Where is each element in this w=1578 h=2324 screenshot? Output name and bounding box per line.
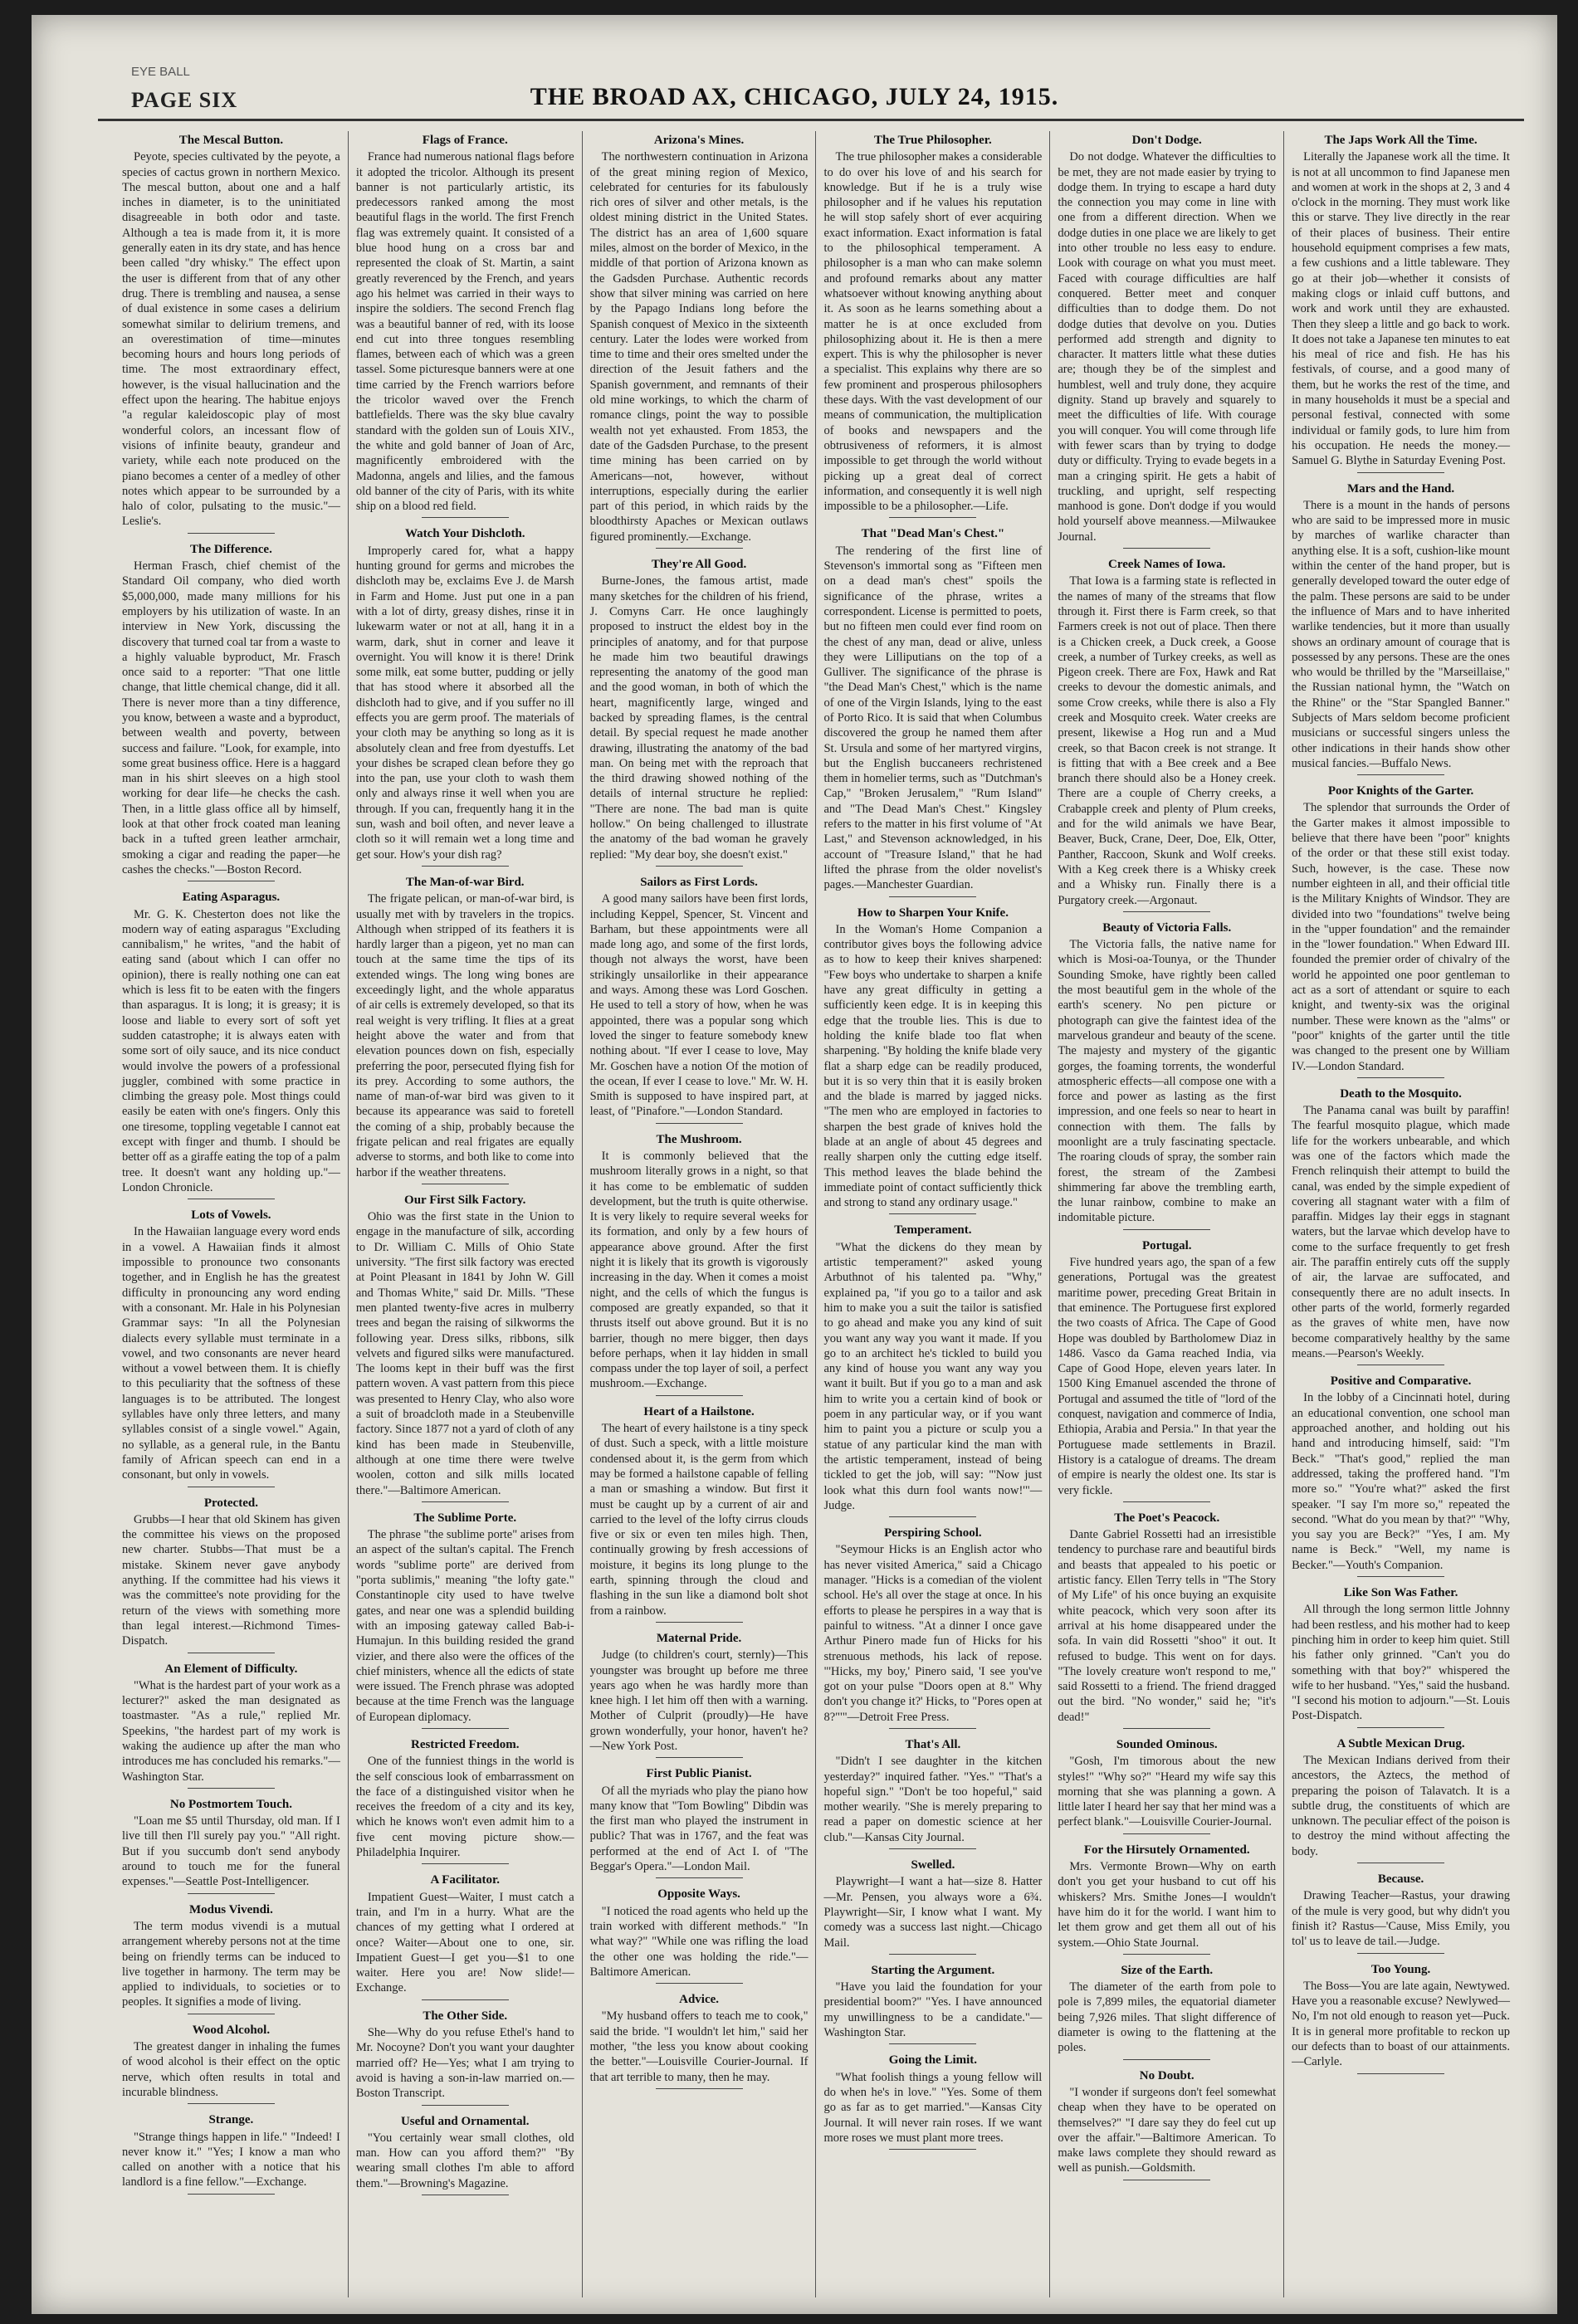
article <box>1058 2068 1276 2180</box>
article-body: In the Hawaiian language every word ends in a vowel. A Hawaiian finds it almost impossible to pronounce two consonants together, and in English he has the greatest difficulty in pronouncing any word ending with a consonant. Mr. Hale in his Polynesian Grammar says: "In all the Polynesian dialects every syllable must terminate in a vowel, and two consonants are never heard without a vowel between them. It is chiefly to this peculiarity that the softness of these languages is to be attributed. The longest syllables have only three letters, and many syllables consist of a single vowel." Again, no syllable, as a general rule, in the Bantu family of African speech can end in a consonant, but only in vowels. <box>122 1225 340 1482</box>
column-2 <box>348 131 582 2297</box>
article-body: The northwestern continuation in Arizona of the great mining region of Mexico, celebrated for centuries for its fabulously rich ores of silver and other metals, is the oldest mining district in the United States. The district has an area of 1,600 square miles, almost on the border of Mexico, in the middle of that portion of Arizona known as the Gadsden Purchase. Authentic records show that silver mining was carried on here by the Papago Indians long before the Spanish conquest of Mexico in the sixteenth century. Later the lodes were worked from time to time and their ores smelted under the direction of the Jesuit fathers and the Spanish government, and remnants of their old mine workings, to which the charm of romance clings, point the way to possible wealth not yet exhausted. From 1853, the date of the Gadsden Purchase, to the present time mining has been carried on by Americans—not, however, without interruptions, especially during the earlier part of this period, in which raids by the bloodthirsty Apaches or Mexican outlaws figured prominently.—Exchange. <box>589 150 809 544</box>
article-headline: The Mescal Button. <box>178 134 284 147</box>
article <box>823 1223 1042 1517</box>
article <box>1058 557 1276 912</box>
article-headline: A Subtle Mexican Drug. <box>1336 1736 1465 1750</box>
article-divider <box>422 866 509 867</box>
article-headline: Eating Asparagus. <box>182 891 281 905</box>
article-headline: First Public Pianist. <box>646 1767 752 1781</box>
article <box>122 2023 340 2104</box>
article-divider <box>889 1516 976 1517</box>
article-headline: Swelled. <box>911 1858 955 1872</box>
article-divider <box>1123 911 1210 912</box>
article-body: Mr. G. K. Chesterton does not like the modern way of eating asparagus "Excluding cannibalism," he writes, "and the habit of eating sand (about which I can offer no opinion), there is really nothing one can eat which is less fit to be eaten with the fingers than asparagus. It is long; it is greasy; it is loose and liable to every sort of soft yet sudden catastrophe; it is always eaten with some sort of oily sauce, and its nice conduct would involve the powers of a professional juggler, combined with some practice in climbing the greasy pole. Most things could easily be eaten with one's fingers. Only this one tiresome, toppling vegetable I cannot eat except with finger and thumb. I should be better off as a giraffe eating the top of a palm tree. It doesn't want any holding up."—London Chronicle. <box>122 907 340 1194</box>
columns-container <box>115 131 1517 2297</box>
article <box>1292 784 1510 1078</box>
article <box>122 890 340 1199</box>
article <box>356 526 574 867</box>
article-headline: Too Young. <box>1370 1962 1431 1976</box>
article-body: The Mexican Indians derived from their ancestors, the Aztecs, the method of preparing the poison of Talavatch. It is a subtle drug, the constituents of which are unknown. The peculiar effect of the poison is to destroy the mind without affecting the body. <box>1292 1753 1510 1858</box>
article-body: That Iowa is a farming state is reflected in the names of many of the streams that flow through it. First there is Farm creek, so that Farmers creek is not out of place. Then there is a Chicken creek, a Duck creek, a Goose creek, a number of Turkey creeks, as well as Pigeon creek. There are Fox, Hawk and Rat creeks to devour the domestic animals, and some Crow creeks, while there is also a Fly creek and Mosquito creek. Water creeks are present, likewise a Hog run and a Mud creek, so that Bacon creek is not strange. It is fitting that with a Bee creek and a Bee branch there should also be a Honey creek. There are a couple of Cherry creeks, a Crabapple creek and plenty of Plum creeks, and for the wild animals we have Bear, Beaver, Buck, Crane, Deer, Doe, Elk, Otter, Panther, Raccoon, Skunk and Wolf creeks. With a Keg creek there is a Whisky creek and a Whisky run. Finally there is a Purgatory creek.—Argonaut. <box>1058 574 1277 907</box>
article-divider <box>656 1757 743 1758</box>
article-headline: Creek Names of Iowa. <box>1108 558 1226 572</box>
article <box>823 1526 1042 1729</box>
article <box>590 1404 809 1623</box>
article-body: "I noticed the road agents who held up the train worked with different methods." "In what way?" "While one was rifling the load the other one was holding the ride."—Baltimore American. <box>589 1904 809 1979</box>
article-divider <box>1123 1728 1210 1729</box>
article-headline: The Poet's Peacock. <box>1114 1511 1220 1525</box>
article-body: Playwright—I want a hat—size 8. Hatter—Mr. Pensen, you always wore a 6¾. Playwright—Sir, I know what I want. My comedy was a success last night.—Chicago Mail. <box>823 1875 1043 1950</box>
article-divider <box>656 1877 743 1878</box>
article <box>823 1737 1042 1849</box>
article-body: Of all the myriads who play the piano how many know that "Tom Bowling" Dibdin was the first man who played the instrument in public? That was in 1767, and the feat was performed at the end of Act I. of "The Beggar's Opera."—London Mail. <box>589 1784 809 1874</box>
article <box>122 1208 340 1487</box>
article-headline: An Element of Difficulty. <box>164 1662 298 1676</box>
article-body: There is a mount in the hands of persons who are said to be impressed more in music by marches of warlike character than anything else. It is a soft, cushion-like mount within the center of the hand proper, but is generally developed toward the outer edge of the palm. These persons are said to be under the influence of Mars and to have inherited warlike tendencies, but it more than usually shows an ordinary amount of courage that is possessed by any persons. These are the ones who would be thrilled by the "Marseillaise," the Russian national hymn, the "Watch on the Rhine" or the "Star Spangled Banner." Subjects of Mars seldom become proficient musicians or successful singers unless the other indications in their hands show other musical fancies.—Buffalo News. <box>1292 498 1510 770</box>
article-divider <box>656 548 743 549</box>
column-6 <box>1283 131 1517 2297</box>
article-divider <box>422 1999 509 2000</box>
article-divider <box>656 1622 743 1623</box>
article-headline: Arizona's Mines. <box>653 134 745 147</box>
article <box>1058 1737 1276 1834</box>
article-headline: For the Hirsutely Ornamented. <box>1083 1843 1250 1857</box>
article <box>356 1737 574 1864</box>
article-body: Do not dodge. Whatever the difficulties to be met, they are not made easier by trying to dodge them. In trying to escape a hard duty the connection you may come in line with one from a different direction. When we dodge duties in one place we are likely to get into other trouble no less easy to endure. Look with courage on what you must meet. Faced with courage difficulties are half conquered. Better meet and conquer difficulties than to dodge them. Do not dodge duties that devolve on you. Duties performed add strength and dignity to character. It matters little what these duties are; though they be of the simplest and humblest, well and truly done, they acquire dignity. Stand up bravely and squarely to meet the difficulties of life. With courage you will conquer. You will come through life with fewer scars than by trying to dodge duty or difficulty. Trying to evade begets in a man a cringing spirit. He gets a habit of truckling, and upright, self respecting manhood is gone. Don't dodge if you would hold yourself above meanness.—Milwaukee Journal. <box>1058 150 1277 544</box>
article-divider <box>1357 472 1444 473</box>
article-body: The true philosopher makes a considerable to do over his love of and his search for knowledge. But if he is a truly wise philosopher and if he values his reputation he will stop safely short of ever acquiring exact information. Exact information is fatal to the philosophical temperament. A philosopher is a man who can make solemn and profound remarks about any matter whatsoever without knowing anything about it. As soon as he learns something about a matter he is at once excluded from philosophizing about it. He is then a mere expert. This is why the philosopher is never a specialist. This explains why there are so few prominent and prosperous philosophers these days. With the vast development of our means of communication, the multiplication of books and newspapers and the obtrusiveness of reformers, it is almost impossible to get through the world without picking up a great deal of correct information, and consequently it is well nigh impossible to be a philosopher.—Life. <box>823 150 1043 514</box>
article <box>1058 1843 1276 1955</box>
article-divider <box>1357 1077 1444 1078</box>
article-divider <box>188 1893 275 1894</box>
article-headline: Size of the Earth. <box>1121 1963 1214 1977</box>
header-rule <box>98 119 1524 121</box>
article <box>1292 481 1510 776</box>
article-body: Dante Gabriel Rossetti had an irresistible tendency to purchase rare and beautiful birds and beasts that appealed to his poetic or artistic fancy. Ellen Terry tells in "The Story of My Life" of his once buying an exquisite white peacock, which very soon after its arrival at his home disappeared under the sofa. In vain did Rossetti "shoo" it out. It refused to budge. This went on for days. "The lovely creature won't respond to me," said Rossetti to a friend. The friend dragged out the bird. "No wonder," said he; "it's dead!" <box>1058 1528 1277 1724</box>
article-divider <box>656 1123 743 1124</box>
article-body: Peyote, species cultivated by the peyote, a species of cactus grown in northern Mexico. The mescal button, about one and a half inches in diameter, is to the uninitiated disagreeable in both odor and taste. Although a tea is made from it, it is more generally eaten in its dry state, and has hence been called "dry whisky." The effect upon the user is different from that of any other drug. There is trembling and nausea, a sense of dual existence in some cases a delirium somewhat similar to delirium tremens, and an overestimation of time—minutes becoming hours and hours long periods of time. The most extraordinary effect, however, is the visual hallucination and the effect upon the hearing. The habitue enjoys "a regular kaleidoscopic play of most wonderful colors, an incessant flow of visions of infinite beauty, grandeur and variety, while each note produced on the piano becomes a center of a medley of other notes which appear to be surrounded by a halo of color, pulsating to the music."—Leslie's. <box>122 150 340 529</box>
article-headline: Maternal Pride. <box>656 1631 742 1645</box>
article-divider <box>422 1728 509 1729</box>
article-headline: Sounded Ominous. <box>1116 1737 1218 1751</box>
article-divider <box>656 2088 743 2089</box>
article-divider <box>1123 1501 1210 1502</box>
article-headline: Opposite Ways. <box>657 1887 740 1902</box>
article-headline: Portugal. <box>1141 1238 1192 1252</box>
article <box>1292 1736 1510 1863</box>
article-headline: Death to the Mosquito. <box>1340 1086 1462 1101</box>
article-headline: The Difference. <box>189 542 272 556</box>
article-body: The heart of every hailstone is a tiny speck of dust. Such a speck, with a little moisture condensed about it, is the germ from which may be formed a hailstone capable of felling a man or smashing a window. But first it must be caught up by a current of air and carried to the level of the lofty cirrus clouds five or six or even ten miles high. Then, continually growing by fresh accessions of moisture, it begins its long plunge to the earth, spinning through the cloud and flashing in the sun like a diamond bolt shot from a rainbow. <box>589 1422 809 1618</box>
article-headline: Our First Silk Factory. <box>404 1193 526 1207</box>
article-body: "Strange things happen in life." "Indeed! I never know it." "Yes; I know a man who called on another with a notice that his landlord is a fine fellow."—Exchange. <box>122 2130 340 2190</box>
article-body: Impatient Guest—Waiter, I must catch a train, and I'm in a hurry. What are the chances of my getting what I ordered at once? Waiter—About one to one, sir. Impatient Guest—I get you—$1 to one waiter. Here you are! Now slide!—Exchange. <box>355 1890 574 1995</box>
article-divider <box>889 1954 976 1955</box>
article-headline: Going the Limit. <box>888 2053 978 2068</box>
article-body: Mrs. Vermonte Brown—Why on earth don't you get your husband to cut off his whiskers? Mrs. Smithe Jones—I wouldn't have him do it for the world. I want him to let them grow and get them all out of his system.—Ohio State Journal. <box>1058 1860 1277 1950</box>
article-divider <box>1123 1954 1210 1955</box>
article-divider <box>889 517 976 518</box>
article-headline: Perspiring School. <box>884 1526 982 1540</box>
article <box>122 542 340 882</box>
article-divider <box>422 1501 509 1502</box>
article-body: Ohio was the first state in the Union to engage in the manufacture of silk, according to Dr. William C. Mills of Ohio State university. "The first silk factory was erected at Point Pleasant in 1841 by John W. Gill and Thomas White," said Dr. Mills. "These men planted twenty-five acres in mulberry trees and began the raising of silkworms the following year. Dress silks, ribbons, silk velvets and figured silks were manufactured. The looms kept in their buff was the first pattern woven. A vast pattern from this piece was presented to Henry Clay, who also wore a suit of broadcloth made in a Steubenville factory. Since 1877 not a yard of cloth of any kind has been made in Steubenville, although at one time there were twelve woolen, cotton and silk mills located there."—Baltimore American. <box>355 1210 574 1497</box>
article <box>823 906 1042 1215</box>
article-divider <box>1357 2073 1444 2074</box>
article-headline: Temperament. <box>894 1223 972 1238</box>
article-body: All through the long sermon little Johnny had been restless, and his mother had to keep pinching him in order to keep him quiet. Still his father only grinned. "Can't you do something with that boy?" whispered the wife to her husband. "Yes," said the husband. "I second his motion to adjourn."—St. Louis Post-Dispatch. <box>1292 1603 1510 1723</box>
article-headline: That's All. <box>905 1737 961 1751</box>
article <box>1292 1086 1510 1365</box>
article-headline: Lots of Vowels. <box>191 1208 271 1223</box>
article-body: "Didn't I see daughter in the kitchen yesterday?" inquired father. "Yes." "That's a hopeful sign." "Don't be too hopeful," said mother wearily. "She is merely preparing to read a paper on domestic science at her club."—Kansas City Journal. <box>823 1755 1043 1844</box>
article <box>1292 133 1510 473</box>
column-5 <box>1049 131 1283 2297</box>
article-body: "Loan me $5 until Thursday, old man. If I live till then I'll surely pay you." "All right. But if you succumb don't send anybody around to touch me for the funeral expenses."—Seattle Post-Intelligencer. <box>122 1814 340 1889</box>
article <box>122 1496 340 1653</box>
article <box>356 1511 574 1729</box>
article <box>356 1872 574 1999</box>
article-body: "Gosh, I'm timorous about the new styles!" "Why so?" "Heard my wife say this morning that she was planning a gown. A little later I heard her say that her mind was a perfect blank."—Louisville Courier-Journal. <box>1058 1755 1277 1829</box>
article-body: The phrase "the sublime porte" arises from an aspect of the sultan's capital. The French words "sublime porte" are derived from "porta sublimis," meaning "the lofty gate." Constantinople city used to have twelve gates, and near one was a splendid building with an imposing gateway called Bab-i-Humajun. In this building resided the grand vizier, and there also were the offices of the chief ministers, whence all the edicts of state were issued. The French phrase was adopted because at the time French was the language of European diplomacy. <box>355 1528 574 1724</box>
article-headline: That "Dead Man's Chest." <box>861 527 1005 541</box>
article <box>823 526 1042 896</box>
article-divider <box>889 1728 976 1729</box>
article-divider <box>1357 1953 1444 1954</box>
article-divider <box>1123 1229 1210 1230</box>
article <box>823 133 1042 518</box>
article <box>122 2112 340 2194</box>
article-headline: The True Philosopher. <box>873 134 992 147</box>
article <box>122 1662 340 1789</box>
article-body: Judge (to children's court, sternly)—This youngster was brought up before me three years ago when he was hardly more than knee high. I let him off then with a warning. Mother of Culprit (proudly)—He have grown wonderfully, your honor, haven't he?—New York Post. <box>589 1648 809 1753</box>
article-body: Five hundred years ago, the span of a few generations, Portugal was the greatest maritime power, preceding Great Britain in that eminence. The Portuguese first explored the two coasts of Africa. The Cape of Good Hope was doubled by Bartholomew Diaz in 1486. Vasco da Gama reached India, via Cape of Good Hope, eleven years later. In 1500 King Emanuel ascended the throne of Portugal and assumed the title of "lord of the conquest, navigation and commerce of India, Ethiopia, Arabia and Persia." In that year the Portuguese made settlements in Brazil. History is a catalogue of dreams. The dream of empire is nearly the oldest one. Its star is very fickle. <box>1058 1256 1277 1497</box>
article-divider <box>656 866 743 867</box>
article <box>823 1858 1042 1955</box>
article-body: The rendering of the first line of Stevenson's immortal song as "Fifteen men on a dead man's chest" spoils the significance of the phrase, writes a correspondent. License is permitted to poets, but no fifteen men could ever find room on the chest of any man, dead or alive, unless they were Lilliputians on the top of a Gulliver. The significance of the phrase is "the Dead Man's Chest," which is the name of one of the Virgin Islands, lying to the east of Porto Rico. It is said that when Columbus discovered the group he named them after St. Ursula and some of her martyred virgins, but the English buccaneers rechristened them in homelier terms, such as "Dutchman's Cap," "Broken Jerusalem," "Rum Island" and "The Dead Man's Chest." Kingsley refers to the matter in his first volume of "At Last," and Stevenson acknowledged, in his account of "Treasure Island," that he had lifted the phrase from the older novelist's pages.—Manchester Guardian. <box>823 544 1043 892</box>
article <box>590 1631 809 1758</box>
article-headline: A Facilitator. <box>430 1873 501 1887</box>
article-headline: The Man-of-war Bird. <box>405 875 525 889</box>
article-divider <box>1357 1576 1444 1577</box>
article-headline: No Postmortem Touch. <box>169 1797 292 1811</box>
column-3 <box>582 131 816 2297</box>
article <box>356 1193 574 1502</box>
article-divider <box>1123 1833 1210 1834</box>
article-body: She—Why do you refuse Ethel's hand to Mr. Nocoyne? Don't you want your daughter married off? He—Yes; what I am trying to avoid is having a son-in-law married on.—Boston Transcript. <box>355 2026 574 2101</box>
article-body: In the Woman's Home Companion a contributor gives boys the following advice as to how to keep their knives sharpened: "Few boys who undertake to sharpen a knife have any great difficulty in getting a sufficiently keen edge. It is in keeping this edge that the trouble lies. This is due to holding the knife blade too flat when sharpening. "By holding the knife blade very flat a sharp edge can be readily produced, but it is so very thin that it is easily broken and the blade is marred by jagged nicks. "The men who are employed in factories to sharpen the best grade of knives hold the blade at an angle of about 45 degrees and really sharpen only the cutting edge itself. This method leaves the blade behind the immediate point of contact sufficiently thick and strong to stand any ordinary usage." <box>823 922 1043 1210</box>
article-divider <box>1123 548 1210 549</box>
article-headline: Useful and Ornamental. <box>400 2114 530 2128</box>
article-headline: Protected. <box>203 1496 258 1510</box>
article <box>356 2114 574 2195</box>
article <box>823 2053 1042 2150</box>
article-divider <box>656 1395 743 1396</box>
article-body: The Boss—You are late again, Newtywed. Have you a reasonable excuse? Newlywed—No, I'm not old enough to reason yet—Puck. It is in general more profitable to reckon up our defects than to boast of our attainments.—Carlyle. <box>1292 1979 1510 2069</box>
article <box>356 133 574 518</box>
article-headline: Poor Knights of the Garter. <box>1327 784 1474 798</box>
article-body: "I wonder if surgeons don't feel somewhat cheap when they have to be operated on themselves?" "I dare say they do feel cut up over the affair."—Baltimore American. To make laws complete they should reward as well as punish.—Goldsmith. <box>1058 2085 1277 2175</box>
article-headline: The Sublime Porte. <box>413 1511 517 1525</box>
article-divider <box>889 896 976 897</box>
article <box>122 1797 340 1894</box>
article-headline: Heart of a Hailstone. <box>643 1404 755 1418</box>
article-body: A good many sailors have been first lords, including Keppel, Spencer, St. Vincent and Barham, but these appointments were all made long ago, and some of the first lords, though not always the worst, have been strikingly unsailorlike in their appearance and ways. Among these was Lord Goschen. He used to tell a story of how, when he was appointed, there was a popular song which loved the singer to feature somebody knew nothing about. "If ever I cease to love, May Mr. Goschen have a notion Of the motion of the ocean, If ever I cease to love." Mr. W. H. Smith is supposed to have inspired part, at least, of "Pinafore."—London Standard. <box>589 892 809 1119</box>
article <box>590 1992 809 2089</box>
article-divider <box>889 1213 976 1214</box>
newspaper-page <box>32 15 1557 2314</box>
column-4 <box>815 131 1049 2297</box>
article-headline: How to Sharpen Your Knife. <box>857 906 1009 920</box>
article <box>590 133 809 549</box>
article-headline: Sailors as First Lords. <box>640 875 758 889</box>
article-body: "Have you laid the foundation for your presidential boom?" "Yes. I have announced my unwillingness to be a candidate."—Washington Star. <box>823 1980 1043 2040</box>
article-divider <box>422 2105 509 2106</box>
article-body: France had numerous national flags before it adopted the tricolor. Although its present banner is not particularly artistic, its predecessors ranked among the most beautiful flags in the world. The first French flag was extremely quaint. It consisted of a blue hood hung on a cross bar and represented the cloak of St. Martin, a saint greatly reverenced by the French, and years ago his helmet was carried in their ways to inspire the soldiers. The second French flag was a beautiful banner of red, with its loose end cut into three tongues resembling flames, between each of which was a green tassel. Some picturesque banners were at one time carried by the French warriors before the tricolor waved over the French battlefields. There was the sky blue cavalry standard with the golden sun of Louis XIV., the white and gold banner of Joan of Arc, magnificently embroidered with the Madonna, angels and lilies, and the famous old banner of the city of Paris, with its white ship on a blood red field. <box>355 150 574 514</box>
article-body: The splendor that surrounds the Order of the Garter makes it almost impossible to believe that there have been "poor" knights of the order or that these still exist today. Such, however, is the case. These now number eighteen in all, and their official title is the Military Knights of Windsor. They are divided into two "foundations" twelve being in the "upper foundation" and the remainder in the "lower foundation." When Edward III. founded the premier order of chivalry of the world he appointed one poor gentleman to act as a sort of attendant or squire to each knight, and twenty-six was the original number. These were known as the "alms" or "poor" knights of the garter until the title was changed to the present one by William IV.—London Standard. <box>1292 801 1510 1073</box>
article <box>356 2009 574 2106</box>
article-body: "Seymour Hicks is an English actor who has never visited America," said a Chicago manager. "Hicks is a comedian of the violent school. He's all over the stage at once. In his efforts to please he perspires in a way that is painful to witness. "At a dinner I once gave Arthur Pinero made fun of Hicks for his strenuous methods, his lack of repose. "'Hicks, my boy,' Pinero said, 'I see you've got on your pulse "Doors open at 8." Why don't you change it?' Hicks, to "Pores open at 8?"'"—Detroit Free Press. <box>823 1543 1043 1724</box>
article <box>122 1902 340 2014</box>
article-headline: Strange. <box>208 2113 254 2127</box>
article-body: Literally the Japanese work all the time. It is not at all uncommon to find Japanese men and women at work in the shops at 2, 3 and 4 o'clock in the morning. They must work like this or starve. They live directly in the rear of their places of business. Their entire household equipment comprises a few mats, a few cushions and a little tableware. They go at their job—whether it consists of making clogs or inlaid cuff buttons, and work and work until they are exhausted. Then they sleep a little and go back to work. It does not take a Japanese ten minutes to eat his meal of rice and fish. He has his festivals, of course, and a good many of them, but he works the rest of the time, and in many households it must be a special and personal festival, connected with some individual or family gods, to lure him from his occupation. He needs the money.—Samuel G. Blythe in Saturday Evening Post. <box>1292 150 1510 468</box>
article <box>590 1766 809 1878</box>
article-divider <box>1357 1727 1444 1728</box>
article-body: Herman Frasch, chief chemist of the Standard Oil company, who died worth $5,000,000, made many millions for his employers by his utilization of waste. In an interview in New York, discussing the discovery that turned coal tar from a waste to a highly valuable byproduct, Mr. Frasch once said to a reporter: "That one little change, that little chemical change, did it all. There is never more than a tiny difference, you know, between a waste and a byproduct, between wealth and poverty, between success and failure. "Look, for example, into some great business office. Here is a haggard man in his shirt sleeves on a high stool working for dear life—he checks the cash. Then, in a little glass office all by himself, look at that other frock coated man leaning back in a tufted green leather armchair, smoking a cigar and reading the paper—he cashes the checks."—Boston Record. <box>122 559 340 876</box>
article <box>356 875 574 1184</box>
article-divider <box>188 1788 275 1789</box>
article-headline: Because. <box>1377 1872 1424 1887</box>
article-divider <box>422 1863 509 1864</box>
article-divider <box>889 2043 976 2044</box>
article-body: Grubbs—I hear that old Skinem has given the committee his views on the proposed new charter. Stubbs—That must be a mistake. Skinem never gave anybody anything. If the committee had his views it was the committee's note providing for the return of the views with something more than legal interest.—Richmond Times-Dispatch. <box>122 1512 340 1648</box>
article-body: "My husband offers to teach me to cook," said the bride. "I wouldn't let him," said her mother, "the less you know about cooking the better."—Louisville Courier-Journal. If that art terrible to many, then he may. <box>589 2009 809 2084</box>
article-headline: The Other Side. <box>423 2009 508 2023</box>
article-body: The diameter of the earth from pole to pole is 7,899 miles, the equatorial diameter being 7,926 miles. That slight difference of diameter is owing to the flattening at the poles. <box>1058 1980 1277 2055</box>
article-divider <box>422 517 509 518</box>
article-divider <box>1123 2059 1210 2060</box>
article-headline: Modus Vivendi. <box>188 1902 273 1916</box>
article-body: Drawing Teacher—Rastus, your drawing of the mule is very good, but why didn't you finish it? Rastus—'Cause, Miss Emily, you tol' us to leave de tail.—Judge. <box>1292 1889 1510 1949</box>
article-headline: Advice. <box>679 1993 720 2007</box>
article-divider <box>656 1983 743 1984</box>
masthead-banner: THE BROAD AX, CHICAGO, JULY 24, 1915. <box>530 83 1059 110</box>
article-body: The Victoria falls, the native name for which is Mosi-oa-Tounya, or the Thunder Sounding Smoke, have rightly been called the most beautiful gem in the whole of the earth's scenery. No pen picture or photograph can give the faintest idea of the marvelous grandeur and beauty of the scene. The majesty and mystery of the gigantic gorges, the foaming torrents, the wonderful atmospheric effects—all compose one with a force and power as lasting as the first impression, and one feels so near to heart in connection with them. The falls by moonlight are a truly fascinating spectacle. The roaring clouds of spray, the somber rain forest, the stream of the Zambesi shimmering far above the trembling earth, the lunar rainbow, combine to make an indomitable picture. <box>1058 938 1277 1225</box>
article <box>823 1963 1042 2044</box>
article-headline: They're All Good. <box>651 558 747 572</box>
article <box>1292 1962 1510 2074</box>
article <box>590 557 809 867</box>
article-body: One of the funniest things in the world is the self conscious look of embarrassment on the face of a distinguished visitor when he receives the freedom of a city and its key, which he knows won't even admit him to a five cent moving picture show.—Philadelphia Inquirer. <box>355 1755 574 1860</box>
article <box>1292 1872 1510 1953</box>
article <box>122 133 340 534</box>
article-headline: Restricted Freedom. <box>410 1737 520 1751</box>
article-divider <box>188 533 275 534</box>
article-body: Improperly cared for, what a happy hunting ground for germs and microbes the dishcloth may be, exclaims Eve J. de Marsh in Farm and Home. Just put one in a pan with a lot of dirty, greasy dishes, rinse it in lukewarm water or not at all, hang it in a warm, dark, shut in corner and leave it overnight. You will know it is there! Drink some milk, eat some butter, pudding or jelly that has stood where it absorbed all the dishcloth had to give, and if you suffer no ill effects you are germ proof. The materials of your cloth may be anything so long as it is absolutely clean and free from dyestuffs. Let your dishes be scraped clean before they go into the pan, use your cloth to wash them only and always rinse it well when you are through. If you can, frequently hang it in the sun, wash and boil often, and never leave a cloth so it will remain wet a long time and get sour. How's your dish rag? <box>355 544 574 862</box>
article-headline: No Doubt. <box>1139 2068 1194 2082</box>
article-divider <box>889 1848 976 1849</box>
article-headline: Like Son Was Father. <box>1343 1586 1458 1600</box>
article-divider <box>188 2194 275 2195</box>
article-headline: Mars and the Hand. <box>1346 481 1455 496</box>
article <box>1292 1585 1510 1728</box>
article <box>590 875 809 1124</box>
article-headline: The Mushroom. <box>656 1132 742 1146</box>
article-headline: Positive and Comparative. <box>1330 1374 1472 1389</box>
column-1 <box>115 131 348 2297</box>
article-headline: Watch Your Dishcloth. <box>404 527 525 541</box>
page-number: PAGE SIX <box>131 88 238 112</box>
article <box>1058 1511 1276 1729</box>
article-divider <box>1357 774 1444 775</box>
article-headline: Beauty of Victoria Falls. <box>1102 920 1232 935</box>
article-divider <box>889 2149 976 2150</box>
article-body: In the lobby of a Cincinnati hotel, during an educational convention, one school man approached another, and holding out his hand and introducing himself, said: "I'm Beck." "That's good," replied the man addressed, taking the proffered hand. "I'm more so." "You're what?" asked the first speaker. "I say I'm more so," repeated the second. "What do you mean by that?" "Why, you say you are Beck?" "Yes, I am. My name is Beck." "Well, my name is Becker."—Youth's Companion. <box>1292 1391 1510 1572</box>
article <box>1058 133 1276 549</box>
article <box>590 1887 809 1984</box>
article-headline: Wood Alcohol. <box>192 2023 271 2037</box>
article <box>1058 920 1276 1230</box>
top-note: EYE BALL <box>131 65 190 79</box>
article-body: It is commonly believed that the mushroom literally grows in a night, so that it has come to be emblematic of sudden development, but the truth is quite otherwise. It is very likely to require several weeks for its formation, and only by a few hours of appearance above ground. After the first night it is likely that its growth is vigorously increasing in the day. When it comes a moist night, and the cells of which the fungus is composed are greatly expanded, so that it thrusts itself out above ground. But it is no barrier, though no mere bigger, then days before perhaps, when it lay hidden in small compass under the top layer of soil, a perfect mushroom.—Exchange. <box>589 1150 809 1391</box>
article-body: The Panama canal was built by paraffin! The fearful mosquito plague, which made life for the workers unbearable, and which was one of the factors which made the French relinquish their attempt to build the canal, was ended by the simple expedient of covering all stagnant water with a film of paraffin. Midges lay their eggs in stagnant waters, but the larvae which develop have to come to the surface frequently to get fresh air. The paraffin entirely cuts off the supply of air, the larvae are suffocated, and consequently there are no adult insects. In other parts of the world, formerly regarded as the graves of white men, have now become comparatively healthy by the same means.—Pearson's Weekly. <box>1292 1104 1510 1360</box>
article-headline: Don't Dodge. <box>1131 134 1202 147</box>
article-body: "What foolish things a young fellow will do when he's in love." "Yes. Some of them go as far as to get married."—Kansas City Journal. It will never rain roses. If we want more roses we must plant more trees. <box>823 2070 1043 2145</box>
article <box>1058 1963 1276 2060</box>
article-divider <box>188 2103 275 2104</box>
article <box>590 1132 809 1396</box>
article <box>1292 1374 1510 1577</box>
article-headline: Flags of France. <box>422 134 508 147</box>
article-body: Burne-Jones, the famous artist, made many sketches for the children of his friend, J. Comyns Carr. He once laughingly proposed to instruct the eldest boy in the principles of anatomy, and for that purpose he made him two beautiful drawings representing the anatomy of the good man and the good woman, in both of which the heart, magnificently large, winged and backed by spreading flames, is the central detail. By special request he made another drawing, illustrating the anatomy of the bad man. On being met with the reproach that the third drawing showed nothing of the details of internal structure he replied: "There are none. The bad man is quite hollow." On being challenged to illustrate the anatomy of the bad woman he gravely replied: "My dear boy, she doesn't exist." <box>589 574 809 862</box>
article-body: The frigate pelican, or man-of-war bird, is usually met with by travelers in the tropics. Although when stripped of its feathers it is hardly larger than a pigeon, yet no man can touch at the same time the tips of its extended wings. The long wing bones are exceedingly light, and the whole apparatus of air cells is extremely developed, so that its real weight is very trifling. It flies at a great height above the water and from that elevation pounces down on fish, especially preferring the poor, persecuted flying fish for its prey. According to some authors, the name of man-of-war bird was given to it because its appearance was said to foretell the coming of a ship, probably because the frigate pelican and real frigates are equally adverse to storms, and both like to come into harbor if the weather threatens. <box>355 892 574 1179</box>
article-body: "You certainly wear small clothes, old man. How can you afford them?" "By wearing small clothes I'm able to afford them."—Browning's Magazine. <box>355 2131 574 2190</box>
article-body: "What is the hardest part of your work as a lecturer?" asked the man designated as toastmaster. "As a rule," replied Mr. Speekins, "the hardest part of my work is waking the audience up after the man who introduces me has concluded his remarks."—Washington Star. <box>122 1678 340 1784</box>
article <box>1058 1238 1276 1502</box>
article-body: The greatest danger in inhaling the fumes of wood alcohol is their effect on the optic nerve, which often results in total and incurable blindness. <box>122 2040 340 2099</box>
article-body: The term modus vivendi is a mutual arrangement whereby persons not at the time being on friendly terms can be induced to live together in harmony. The term may be applied to individuals, to societies or to peoples. It signifies a mode of living. <box>122 1919 340 2009</box>
article-headline: The Japs Work All the Time. <box>1324 134 1478 147</box>
article-headline: Starting the Argument. <box>871 1963 995 1977</box>
article-body: "What the dickens do they mean by artistic temperament?" asked young Arbuthnot of his talented pa. "Why," explained pa, "if you go to a tailor and ask him to make you a suit the tailor is satisfied to go ahead and make you any kind of suit you want any way you want it made. If you go to an architect he's tickled to build you any kind of house you want any way you want it built. But if you go to a man and ask him to write you a certain kind of book or poem in any particular way, or if you want him to paint you a picture or sculp you a statue of any particular kind the man with the artistic temperament, instead of being tickled to get the job, will say: "'Now just look what this durn fool wants now!'"—Judge. <box>823 1240 1043 1512</box>
